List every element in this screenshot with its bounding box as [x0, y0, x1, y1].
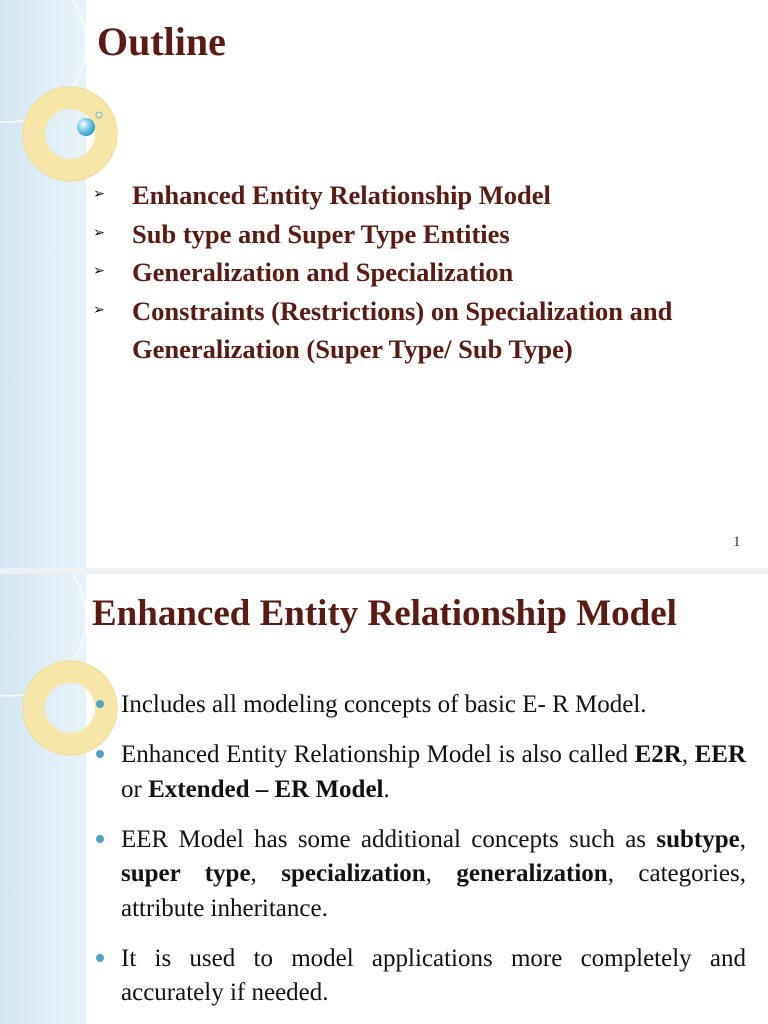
- bullet-text: EER Model has some additional concepts such as: [121, 825, 657, 853]
- list-item-text: Constraints (Restrictions) on Specialization and Generalization (Super Type/ Sub Type): [132, 295, 673, 364]
- list-item-text: Enhanced Entity Relationship Model: [132, 180, 551, 210]
- outline-list: [92, 176, 732, 369]
- keyword: specialization: [281, 860, 426, 887]
- keyword: Extended – ER Model: [148, 775, 384, 803]
- keyword: E2R: [634, 741, 682, 768]
- list-item-text: Generalization and Specialization: [132, 257, 514, 287]
- list-item: [96, 823, 746, 927]
- slide-title: Enhanced Entity Relationship Model: [92, 593, 677, 634]
- round-bullet-icon: [96, 750, 104, 758]
- bullet-text: .: [383, 775, 390, 803]
- list-item-text: Sub type and Super Type Entities: [132, 218, 510, 249]
- arrowhead-bullet-icon: ➢: [93, 302, 105, 318]
- list-item: [96, 942, 746, 1011]
- bullet-text: Includes all modeling concepts of basic E- R Model.: [121, 691, 647, 718]
- bullet-text: or: [121, 775, 149, 803]
- list-item: [92, 176, 732, 215]
- round-bullet-icon: [96, 700, 104, 708]
- slide-eer: [0, 574, 768, 1024]
- round-bullet-icon: [96, 835, 104, 843]
- arrowhead-bullet-icon: ➢: [93, 225, 105, 241]
- slide-title: Outline: [97, 19, 226, 64]
- list-item: [92, 253, 732, 292]
- list-item: [92, 292, 732, 369]
- bullet-text: ,: [425, 860, 457, 887]
- keyword: EER: [694, 741, 747, 768]
- list-item: [96, 738, 746, 807]
- list-item: [96, 688, 746, 723]
- arrowhead-bullet-icon: ➢: [93, 264, 105, 279]
- list-item: [92, 215, 732, 254]
- keyword: subtype: [656, 825, 740, 853]
- round-bullet-icon: [96, 954, 104, 962]
- bullet-text: ,: [681, 741, 695, 768]
- keyword: generalization: [456, 860, 608, 887]
- bullet-text: , categories, attribute inheritance.: [121, 860, 746, 922]
- bullet-text: ,: [250, 860, 282, 887]
- page-number: 1: [733, 534, 741, 550]
- arrowhead-bullet-icon: ➢: [93, 187, 105, 202]
- keyword: super type: [121, 860, 251, 887]
- bullet-text: Enhanced Entity Relationship Model is also called: [121, 741, 635, 768]
- bullet-list: [96, 688, 746, 1024]
- bullet-text: It is used to model applications more completely and accurately if needed.: [121, 944, 746, 1006]
- bullet-text: ,: [739, 825, 746, 853]
